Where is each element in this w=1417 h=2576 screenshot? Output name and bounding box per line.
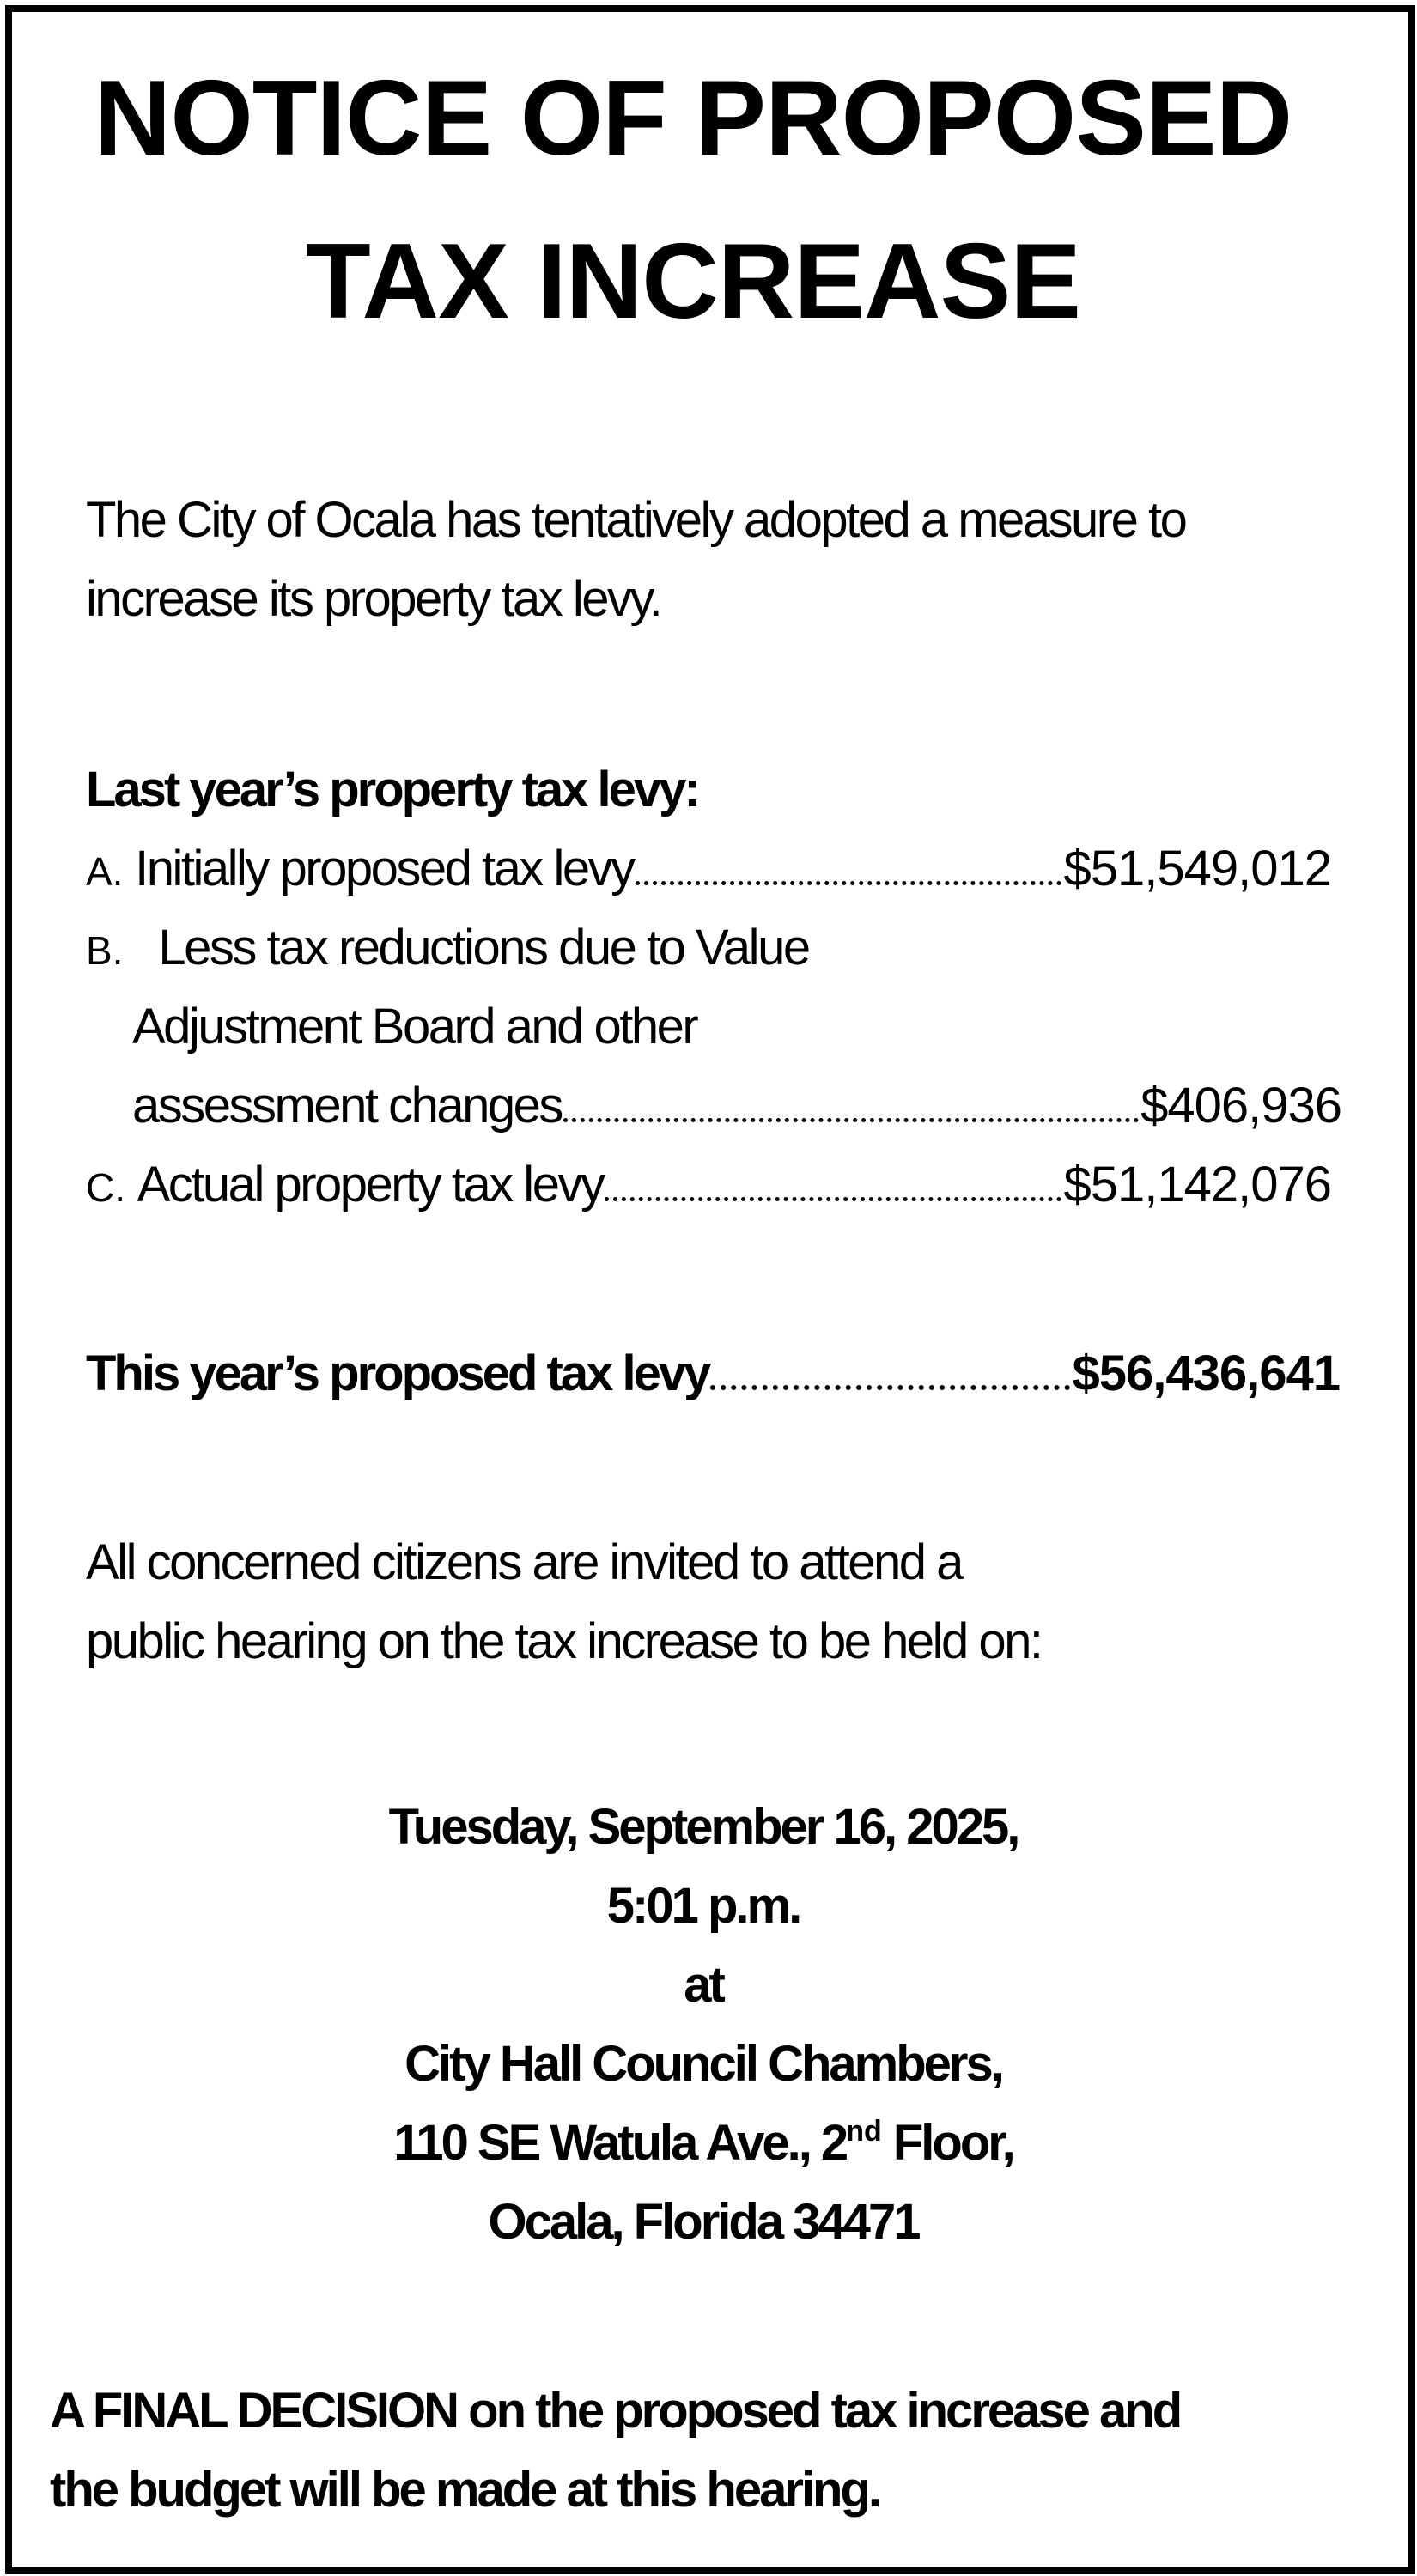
- invitation-line-2: public hearing on the tax increase to be held on:: [86, 1613, 1042, 1669]
- levy-item-b-line-1: [86, 908, 809, 990]
- dot-leader: [710, 1385, 1070, 1390]
- notice-frame: [5, 5, 1415, 2574]
- levy-item-a-letter: A.: [86, 849, 124, 894]
- dot-leader: [636, 881, 1062, 885]
- hearing-venue: City Hall Council Chambers,: [404, 2036, 1002, 2092]
- levy-item-c-label: Actual property tax levy: [137, 1157, 604, 1212]
- hearing-city: Ocala, Florida 34471: [488, 2194, 919, 2250]
- hearing-at: at: [684, 1957, 723, 2013]
- last-year-heading: Last year’s property tax levy:: [86, 762, 698, 817]
- levy-item-b-label-1: Less tax reductions due to Value: [158, 920, 809, 975]
- levy-item-b-label-2: Adjustment Board and other: [132, 999, 697, 1054]
- levy-item-b-label-3: assessment changes: [132, 1078, 562, 1133]
- levy-item-a-amount: $51,549,012: [1063, 841, 1331, 896]
- levy-item-a-label: Initially proposed tax levy: [135, 841, 634, 896]
- intro-line-2: increase its property tax levy.: [86, 571, 661, 627]
- levy-item-b-letter: B.: [86, 928, 124, 973]
- levy-item-c-letter: C.: [86, 1165, 125, 1210]
- notice-title-line-2: TAX INCREASE: [305, 222, 1080, 341]
- hearing-time: 5:01 p.m.: [606, 1878, 800, 1934]
- invitation-paragraph: [86, 1523, 1041, 1681]
- final-decision-statement: [50, 2372, 1180, 2530]
- hearing-address-street: 110 SE Watula Ave., 2: [393, 2115, 847, 2171]
- levy-item-b-line-2: [132, 987, 696, 1066]
- levy-item-a: [86, 829, 1331, 911]
- this-year-levy: [86, 1334, 1340, 1413]
- final-decision-line-2: the budget will be made at this hearing.: [50, 2462, 880, 2518]
- dot-leader: [563, 1118, 1139, 1122]
- hearing-date: Tuesday, September 16, 2025,: [388, 1799, 1019, 1855]
- hearing-address: [12, 2104, 1395, 2183]
- hearing-address-ordinal: nd: [846, 2115, 882, 2148]
- dot-leader: [605, 1197, 1061, 1201]
- levy-item-c-amount: $51,142,076: [1063, 1157, 1331, 1212]
- levy-item-c: [86, 1145, 1331, 1227]
- this-year-label: This year’s proposed tax levy: [86, 1346, 709, 1401]
- levy-item-b-amount: $406,936: [1140, 1078, 1341, 1133]
- invitation-line-1: All concerned citizens are invited to attend a: [86, 1534, 962, 1590]
- final-decision-line-1: A FINAL DECISION on the proposed tax increase and: [50, 2383, 1181, 2439]
- hearing-address-floor: Floor,: [881, 2115, 1013, 2171]
- hearing-details: [12, 1788, 1395, 2262]
- intro-paragraph: [86, 481, 1185, 639]
- this-year-amount: $56,436,641: [1072, 1346, 1340, 1401]
- levy-item-b-line-3: [132, 1066, 1341, 1145]
- intro-line-1: The City of Ocala has tentatively adopted a measure to: [86, 492, 1186, 548]
- notice-title-line-1: NOTICE OF PROPOSED: [94, 59, 1292, 178]
